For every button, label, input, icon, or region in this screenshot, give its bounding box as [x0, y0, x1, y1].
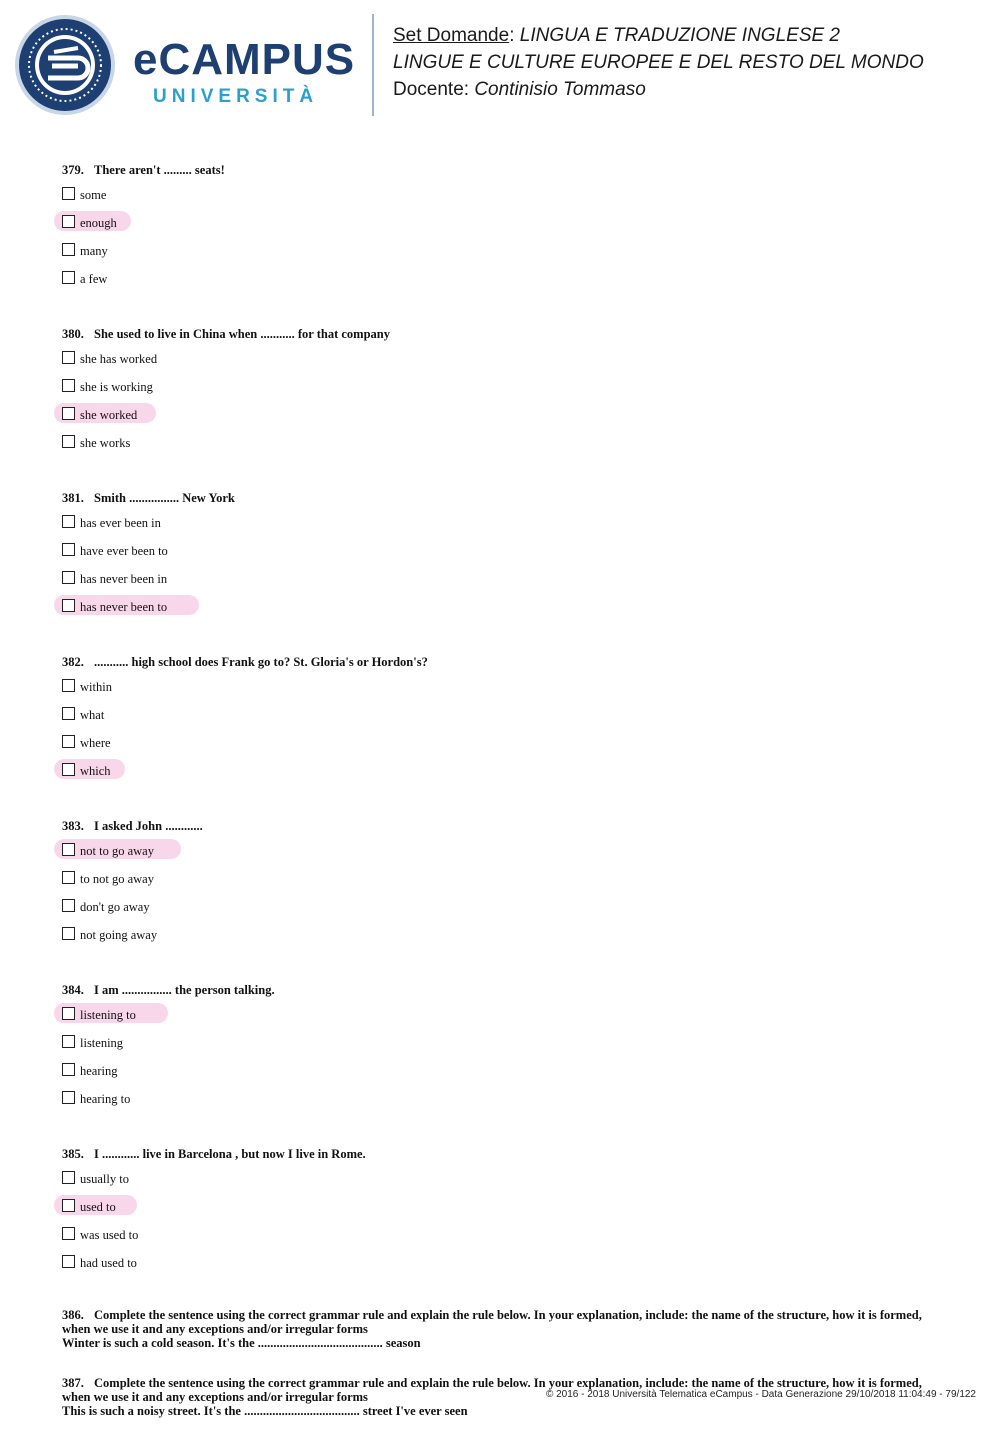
question-text: ........... high school does Frank go to? St. Gloria's or Hordon's? [94, 655, 428, 669]
checkbox[interactable] [62, 707, 75, 720]
answer-option-label: listening [80, 1036, 124, 1050]
question-title [62, 1144, 942, 1164]
ecampus-seal-icon [14, 14, 116, 116]
answer-option[interactable] [62, 734, 942, 762]
page-footer: © 2016 - 2018 Università Telematica eCampus - Data Generazione 29/10/2018 11:04:49 - 79/122 [545, 1389, 976, 1400]
checkbox[interactable] [62, 271, 75, 284]
answer-option-label: has ever been in [80, 516, 161, 530]
answer-option[interactable] [62, 514, 942, 542]
header-line-teacher [393, 76, 924, 103]
answer-option-label: was used to [80, 1228, 139, 1242]
checkbox[interactable] [62, 599, 75, 612]
answer-option[interactable] [62, 870, 942, 898]
answer-option-label: which [80, 764, 111, 778]
answer-option-label: has never been in [80, 572, 168, 586]
answer-option[interactable] [62, 350, 942, 378]
answer-option-label: have ever been to [80, 544, 168, 558]
answer-option-label: enough [80, 216, 117, 230]
answer-option[interactable] [62, 1090, 942, 1118]
answer-option-label: not going away [80, 928, 158, 942]
question-text: I asked John ............ [94, 819, 203, 833]
question-number: 386. [62, 1308, 84, 1322]
answer-option-label: has never been to [80, 600, 168, 614]
question-title [62, 816, 942, 836]
answer-option[interactable] [62, 1170, 942, 1198]
answer-option[interactable] [62, 542, 942, 570]
question-number: 381. [62, 491, 84, 505]
question-text: Smith ................ New York [94, 491, 235, 505]
open-question-line1 [62, 1308, 942, 1322]
answer-option[interactable] [62, 434, 942, 462]
checkbox[interactable] [62, 1035, 75, 1048]
question-number: 380. [62, 327, 84, 341]
logo-sub-text: UNIVERSITÀ [153, 86, 319, 107]
question-title [62, 652, 942, 672]
question-380 [62, 324, 942, 462]
answer-option-label: don't go away [80, 900, 150, 914]
answer-option[interactable] [62, 1254, 942, 1282]
question-385 [62, 1144, 942, 1282]
checkbox[interactable] [62, 899, 75, 912]
header-divider [372, 14, 374, 116]
answer-option[interactable] [62, 1006, 942, 1034]
answer-option-label: listening to [80, 1008, 136, 1022]
question-title [62, 980, 942, 1000]
question-382 [62, 652, 942, 790]
checkbox[interactable] [62, 435, 75, 448]
answer-option-label: she worked [80, 408, 138, 422]
logo-brand-text: eCAMPUS [133, 35, 356, 84]
question-title [62, 488, 942, 508]
checkbox[interactable] [62, 351, 75, 364]
answer-option[interactable] [62, 214, 942, 242]
program-name: LINGUE E CULTURE EUROPEE E DEL RESTO DEL MONDO [393, 52, 924, 73]
checkbox[interactable] [62, 1063, 75, 1076]
ecampus-wordmark [133, 35, 356, 108]
question-list [62, 160, 942, 1444]
checkbox[interactable] [62, 763, 75, 776]
course-name: LINGUA E TRADUZIONE INGLESE 2 [519, 25, 841, 46]
set-colon: : [509, 25, 520, 46]
question-title [62, 160, 942, 180]
checkbox[interactable] [62, 927, 75, 940]
question-text: She used to live in China when ........... for that company [94, 327, 390, 341]
answer-option-label: within [80, 680, 112, 694]
answer-option-label: where [80, 736, 111, 750]
answer-option-label: many [80, 244, 108, 258]
answer-option[interactable] [62, 270, 942, 298]
checkbox[interactable] [62, 407, 75, 420]
answer-option-label: some [80, 188, 107, 202]
teacher-name: Continisio Tommaso [474, 79, 646, 100]
answer-option-label: a few [80, 272, 108, 286]
open-question-line3: Winter is such a cold season. It's the ........................................ season [62, 1336, 421, 1350]
open-question-line3: This is such a noisy street. It's the ..................................... street I've ever seen [62, 1404, 468, 1418]
checkbox[interactable] [62, 1255, 75, 1268]
answer-option-label: not to go away [80, 844, 154, 858]
checkbox[interactable] [62, 187, 75, 200]
answer-option-label: what [80, 708, 105, 722]
multiple-choice-questions [62, 160, 942, 1282]
answer-option[interactable] [62, 570, 942, 598]
open-question-386 [62, 1308, 942, 1350]
answer-option[interactable] [62, 1034, 942, 1062]
answer-option-label: used to [80, 1200, 116, 1214]
answer-option[interactable] [62, 378, 942, 406]
answer-option[interactable] [62, 242, 942, 270]
answer-option-label: she is working [80, 380, 153, 394]
answer-option[interactable] [62, 406, 942, 434]
question-title [62, 324, 942, 344]
answer-option[interactable] [62, 842, 942, 870]
checkbox[interactable] [62, 571, 75, 584]
answer-option-label: had used to [80, 1256, 137, 1270]
checkbox[interactable] [62, 679, 75, 692]
answer-option-label: hearing [80, 1064, 118, 1078]
checkbox[interactable] [62, 515, 75, 528]
question-text: I ............ live in Barcelona , but now I live in Rome. [94, 1147, 366, 1161]
answer-option[interactable] [62, 598, 942, 626]
checkbox[interactable] [62, 871, 75, 884]
question-number: 384. [62, 983, 84, 997]
answer-option-label: usually to [80, 1172, 129, 1186]
question-384 [62, 980, 942, 1118]
question-381 [62, 488, 942, 626]
checkbox[interactable] [62, 1091, 75, 1104]
checkbox[interactable] [62, 243, 75, 256]
question-379 [62, 160, 942, 298]
question-text: There aren't ......... seats! [94, 163, 225, 177]
checkbox[interactable] [62, 543, 75, 556]
checkbox[interactable] [62, 215, 75, 228]
checkbox[interactable] [62, 735, 75, 748]
answer-option[interactable] [62, 1062, 942, 1090]
checkbox[interactable] [62, 1199, 75, 1212]
open-question-line1 [62, 1376, 942, 1390]
page-header [0, 0, 1000, 130]
answer-option[interactable] [62, 678, 942, 706]
checkbox[interactable] [62, 379, 75, 392]
answer-option[interactable] [62, 1198, 942, 1226]
answer-option[interactable] [62, 1226, 942, 1254]
answer-option[interactable] [62, 186, 942, 214]
question-number: 385. [62, 1147, 84, 1161]
open-question-line2: when we use it and any exceptions and/or irregular forms [62, 1390, 368, 1404]
question-number: 382. [62, 655, 84, 669]
checkbox[interactable] [62, 1007, 75, 1020]
checkbox[interactable] [62, 1227, 75, 1240]
question-number: 387. [62, 1376, 84, 1390]
question-383 [62, 816, 942, 954]
checkbox[interactable] [62, 843, 75, 856]
question-text: Complete the sentence using the correct grammar rule and explain the rule below. In your explanation, include: the name of the structure, how it is formed, [94, 1376, 922, 1390]
teacher-label: Docente: [393, 79, 475, 100]
header-line-course [393, 22, 924, 49]
header-course-info [393, 22, 924, 103]
question-number: 383. [62, 819, 84, 833]
answer-option[interactable] [62, 762, 942, 790]
answer-option-label: hearing to [80, 1092, 131, 1106]
answer-option[interactable] [62, 926, 942, 954]
question-number: 379. [62, 163, 84, 177]
answer-option-label: she has worked [80, 352, 158, 366]
answer-option[interactable] [62, 898, 942, 926]
set-label: Set Domande [393, 25, 510, 46]
checkbox[interactable] [62, 1171, 75, 1184]
answer-option[interactable] [62, 706, 942, 734]
question-text: Complete the sentence using the correct grammar rule and explain the rule below. In your explanation, include: the name of the structure, how it is formed, [94, 1308, 922, 1322]
answer-option-label: she works [80, 436, 131, 450]
open-question-line2: when we use it and any exceptions and/or irregular forms [62, 1322, 368, 1336]
question-text: I am ................ the person talking. [94, 983, 275, 997]
answer-option-label: to not go away [80, 872, 154, 886]
